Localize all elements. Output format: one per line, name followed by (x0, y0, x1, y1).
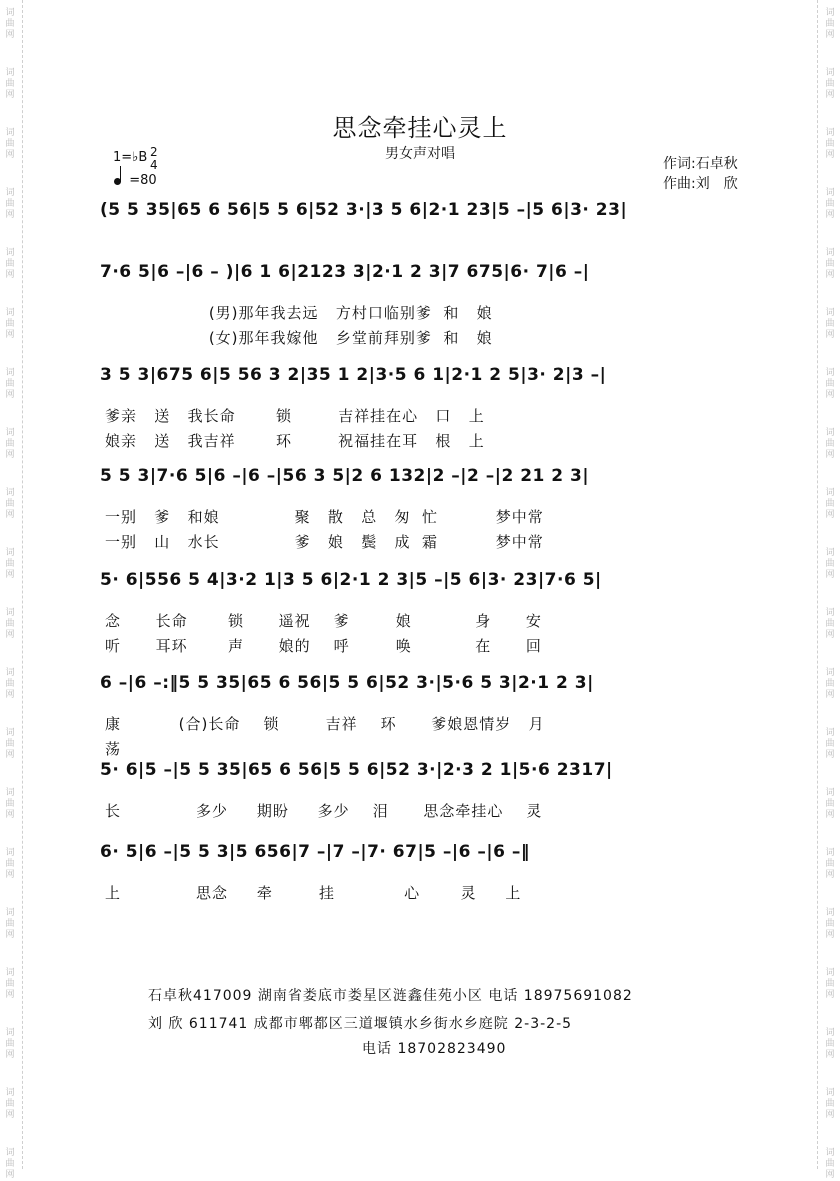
score-line: 7·6 5|6 –|6 – )|6 1 6|2123 3|2·1 2 3|7 675|6· 7|6 –| (100, 262, 590, 282)
watermark-text: 词 曲 网 (5, 68, 15, 100)
watermark-text: 词 曲 网 (5, 788, 15, 820)
watermark-text: 词 曲 网 (5, 728, 15, 760)
watermark-text: 词 曲 网 (825, 308, 835, 340)
composer: 作曲:刘 欣 (663, 176, 738, 192)
watermark-text: 词 曲 网 (825, 608, 835, 640)
flat-sign: ♭ (132, 150, 139, 165)
lyric-line: 长 多少 期盼 多少 泪 思念牵挂心 灵 (105, 802, 543, 820)
watermark-text: 词 曲 网 (5, 908, 15, 940)
lyric-line: (男)那年我去远 方村口临别爹 和 娘 (105, 304, 493, 322)
score-line: 6· 5|6 –|5 5 3|5 656|7 –|7 –|7· 67|5 –|6 –|6 –‖ (100, 842, 530, 862)
score-line: 5 5 3|7·6 5|6 –|6 –|56 3 5|2 6 132|2 –|2 –|2 21 2 3| (100, 466, 590, 486)
watermark-text: 词 曲 网 (825, 1148, 835, 1180)
lyric-line: 荡 (105, 740, 122, 758)
watermark-text: 词 曲 网 (5, 368, 15, 400)
watermark-text: 词 曲 网 (5, 308, 15, 340)
watermark-text: 词 曲 网 (5, 1088, 15, 1120)
lyric-line: 念 长命 锁 遥祝 爹 娘 身 安 (105, 612, 542, 630)
lyric-line: 一别 爹 和娘 聚 散 总 匆 忙 梦中常 (105, 508, 544, 526)
watermark-text: 词 曲 网 (5, 1028, 15, 1060)
watermark-text: 词 曲 网 (5, 1148, 15, 1180)
lyric-line: 娘亲 送 我吉祥 环 祝福挂在耳 根 上 (105, 432, 485, 450)
score-line: (5 5 35|65 6 56|5 5 6|52 3·|3 5 6|2·1 23|5 –|5 6|3· 23| (100, 200, 628, 220)
footer-line-2: 刘 欣 611741 成都市郫都区三道堰镇水乡街水乡庭院 2-3-2-5 (148, 1016, 573, 1032)
watermark-text: 词 曲 网 (5, 848, 15, 880)
footer-line-3: 电话 18702823490 (362, 1041, 507, 1057)
left-margin-strip (0, 0, 23, 1180)
tempo-value: =80 (129, 173, 157, 188)
key-prefix: 1= (113, 150, 133, 165)
watermark-text: 词 曲 网 (825, 68, 835, 100)
lyric-line: 上 思念 牵 挂 心 灵 上 (105, 884, 522, 902)
key-note: B (138, 150, 148, 165)
watermark-text: 词 曲 网 (5, 428, 15, 460)
watermark-text: 词 曲 网 (5, 188, 15, 220)
score-line: 6 –|6 –:‖5 5 35|65 6 56|5 5 6|52 3·|5·6 5 3|2·1 2 3| (100, 673, 594, 693)
lyric-line: 爹亲 送 我长命 锁 吉祥挂在心 口 上 (105, 407, 485, 425)
time-top: 2 (150, 145, 158, 159)
watermark-text: 词 曲 网 (825, 488, 835, 520)
song-title: 思念牵挂心灵上 (332, 114, 508, 142)
watermark-text: 词 曲 网 (825, 368, 835, 400)
tempo-mark (114, 173, 157, 188)
watermark-text: 词 曲 网 (5, 968, 15, 1000)
lyric-line: 康 (合)长命 锁 吉祥 环 爹娘恩情岁 月 (105, 715, 545, 733)
watermark-text: 词 曲 网 (5, 548, 15, 580)
lyric-line: 听 耳环 声 娘的 呼 唤 在 回 (105, 637, 542, 655)
song-subtitle: 男女声对唱 (385, 146, 455, 162)
lyric-line: 一别 山 水长 爹 娘 鬓 成 霜 梦中常 (105, 533, 544, 551)
key-signature (113, 150, 147, 165)
watermark-text: 词 曲 网 (5, 128, 15, 160)
watermark-text: 词 曲 网 (825, 428, 835, 460)
lyricist: 作词:石卓秋 (663, 156, 738, 172)
quarter-note-icon (114, 178, 121, 185)
watermark-text: 词 曲 网 (825, 248, 835, 280)
watermark-text: 词 曲 网 (825, 1028, 835, 1060)
watermark-text: 词 曲 网 (825, 128, 835, 160)
score-line: 5· 6|556 5 4|3·2 1|3 5 6|2·1 2 3|5 –|5 6|3· 23|7·6 5| (100, 570, 602, 590)
watermark-text: 词 曲 网 (5, 248, 15, 280)
watermark-text: 词 曲 网 (825, 728, 835, 760)
watermark-text: 词 曲 网 (825, 548, 835, 580)
watermark-text: 词 曲 网 (825, 968, 835, 1000)
lyric-line: (女)那年我嫁他 乡堂前拜别爹 和 娘 (105, 329, 493, 347)
watermark-text: 词 曲 网 (825, 668, 835, 700)
watermark-text: 词 曲 网 (825, 188, 835, 220)
time-signature (150, 146, 158, 172)
watermark-text: 词 曲 网 (5, 488, 15, 520)
time-bottom: 4 (150, 158, 158, 172)
watermark-text: 词 曲 网 (825, 848, 835, 880)
watermark-text: 词 曲 网 (5, 668, 15, 700)
watermark-text: 词 曲 网 (825, 908, 835, 940)
watermark-text: 词 曲 网 (825, 8, 835, 40)
watermark-text: 词 曲 网 (5, 8, 15, 40)
watermark-text: 词 曲 网 (825, 788, 835, 820)
footer-line-1: 石卓秋417009 湖南省娄底市娄星区涟鑫佳苑小区 电话 18975691082 (148, 988, 633, 1004)
score-line: 5· 6|5 –|5 5 35|65 6 56|5 5 6|52 3·|2·3 2 1|5·6 2317| (100, 760, 613, 780)
watermark-text: 词 曲 网 (5, 608, 15, 640)
score-line: 3 5 3|675 6|5 56 3 2|35 1 2|3·5 6 1|2·1 2 5|3· 2|3 –| (100, 365, 607, 385)
watermark-text: 词 曲 网 (825, 1088, 835, 1120)
